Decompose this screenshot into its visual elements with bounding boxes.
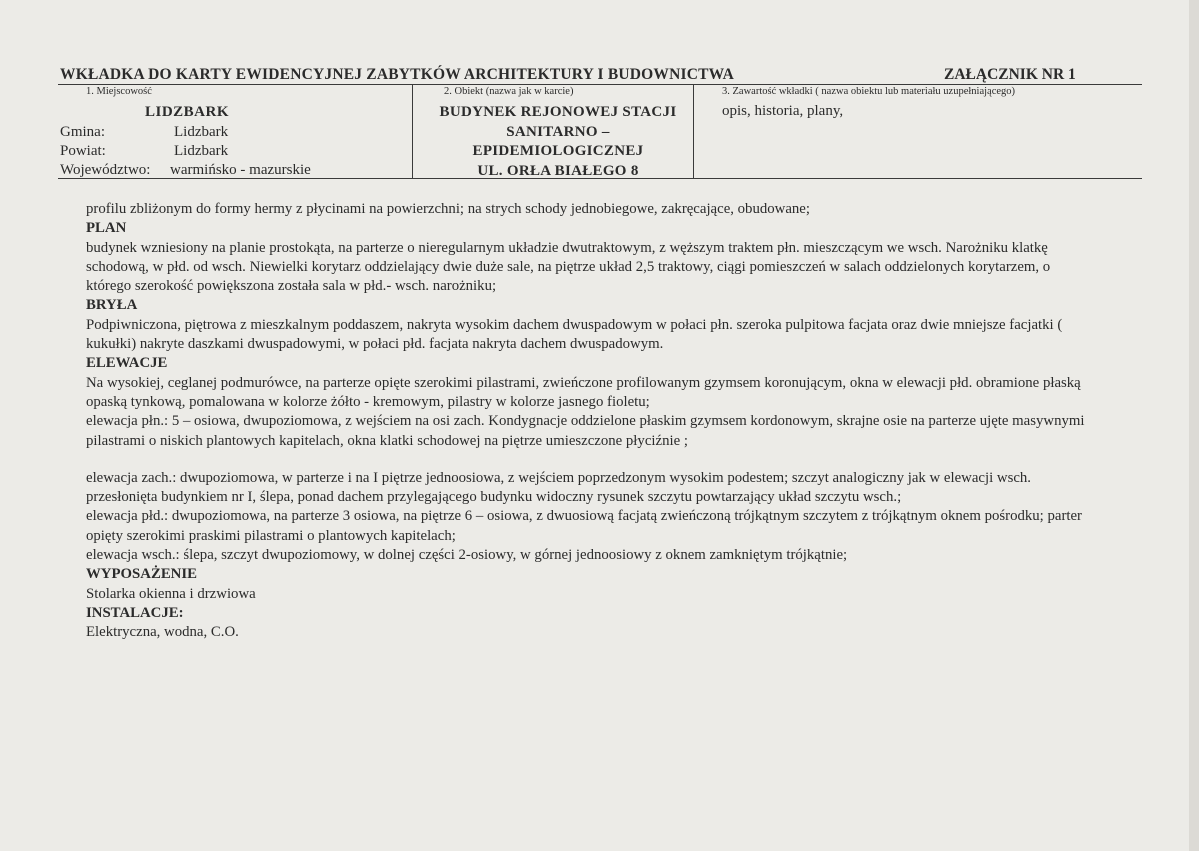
description-body [86, 200, 1096, 643]
locality-label: 1. Miejscowość [86, 86, 152, 97]
body-paragraph: Podpiwniczona, piętrowa z mieszkalnym poddaszem, nakryta wysokim dachem dwuspadowym w połaci płn. szeroka pulpitowa facjata oraz dwie mniejsze facjatki ( kukułki) nakryte daszkami dwuspadowymi, w połaci płd. facjata nakryta dachem dwuspadowym. [86, 316, 1063, 353]
body-paragraph: Na wysokiej, ceglanej podmurówce, na parterze opięte szerokimi pilastrami, zwieńczone profilowanym gzymsem koronującym, okna w elewacji płd. obramione płaską opaską tynkową, pomalowana w kolorze żółto - kremowym, pilastry w kolorze jasnego fioletu; [86, 374, 1081, 410]
paragraph-gap [86, 451, 1096, 469]
body-paragraph: elewacja zach.: dwupoziomowa, w parterze i na I piętrze jednoosiowa, z wejściem poprzedzonym wysokim podestem; szczyt analogiczny jak w elewacji wsch. przesłonięta budynkiem nr I, ślepa, ponad dachem przylegającego budynku widoczny rysunek szczytu powtarzający układ szczytu wsch.; [86, 469, 1031, 506]
voivodeship-value: warmińsko - mazurskie [170, 162, 311, 178]
section-heading: ELEWACJE [86, 355, 168, 372]
gmina-label: Gmina: [60, 124, 105, 140]
powiat-label: Powiat: [60, 143, 106, 159]
voivodeship-label: Województwo: [60, 162, 151, 178]
body-paragraph: elewacja płd.: dwupoziomowa, na parterze 3 osiowa, na piętrze 6 – osiowa, z dwuosiową facjatą zwieńczoną trójkątnym szczytem z trójkątnym oknem pośrodku; parter opięty szerokimi praskimi pilastrami o plantowych kapitelach; [86, 508, 1082, 544]
document-title: WKŁADKA DO KARTY EWIDENCYJNEJ ZABYTKÓW ARCHITEKTURY I BUDOWNICTWA [60, 66, 735, 83]
object-name-line: SANITARNO – [506, 123, 610, 140]
gmina-value: Lidzbark [174, 124, 229, 140]
section-heading: BRYŁA [86, 297, 138, 314]
body-paragraph: elewacja wsch.: ślepa, szczyt dwupoziomowy, w dolnej części 2-osiowy, w górnej jednoosiowy z oknem zamkniętym trójkątnie; [86, 547, 848, 564]
body-paragraph: budynek wzniesiony na planie prostokąta, na parterze o nieregularnym układzie dwutraktowym, z węższym traktem płn. mieszczącym we wsch. Narożniku klatkę schodową, w płd. od wsch. Niewielki korytarz oddzielający dwie duże sale, na piętrze układ 2,5 traktowy, ciągi pomieszczeń w salach oddzielonych korytarzem, o którego szerokość powiększona została sala w płd.- wsch. narożniku; [86, 239, 1051, 295]
annex-label: ZAŁĄCZNIK NR 1 [944, 66, 1076, 83]
locality-value: LIDZBARK [145, 104, 230, 120]
body-paragraph: Stolarka okienna i drzwiowa [86, 585, 256, 602]
object-name-line: BUDYNEK REJONOWEJ STACJI [439, 104, 677, 120]
contents-value: opis, historia, plany, [722, 103, 844, 119]
section-heading: WYPOSAŻENIE [86, 566, 197, 583]
object-label: 2. Obiekt (nazwa jak w karcie) [444, 86, 574, 97]
section-heading: INSTALACJE: [86, 604, 184, 621]
body-paragraph: profilu zbliżonym do formy hermy z płycinami na powierzchni; na strych schody jednobiegowe, zakręcające, obudowane; [86, 201, 810, 217]
powiat-value: Lidzbark [174, 143, 229, 159]
object-name-line: EPIDEMIOLOGICZNEJ [472, 143, 644, 159]
column-divider-1 [412, 84, 413, 179]
page-edge [1189, 0, 1199, 851]
body-paragraph: elewacja płn.: 5 – osiowa, dwupoziomowa, z wejściem na osi zach. Kondygnacje oddzielone płaskim gzymsem kordonowym, skrajne osie na parterze ujęte masywnymi pilastrami o niskich plantowych kapitelach, okna klatki schodowej na piętrze umieszczone płyciźnie ; [86, 413, 1085, 449]
header-rule [58, 84, 1142, 85]
object-name [418, 103, 698, 181]
object-name-line: UL. ORŁA BIAŁEGO 8 [477, 162, 639, 179]
body-paragraph: Elektryczna, wodna, C.O. [86, 624, 239, 641]
contents-label: 3. Zawartość wkładki ( nazwa obiektu lub materiału uzupełniającego) [722, 86, 1016, 97]
section-heading: PLAN [86, 220, 127, 237]
